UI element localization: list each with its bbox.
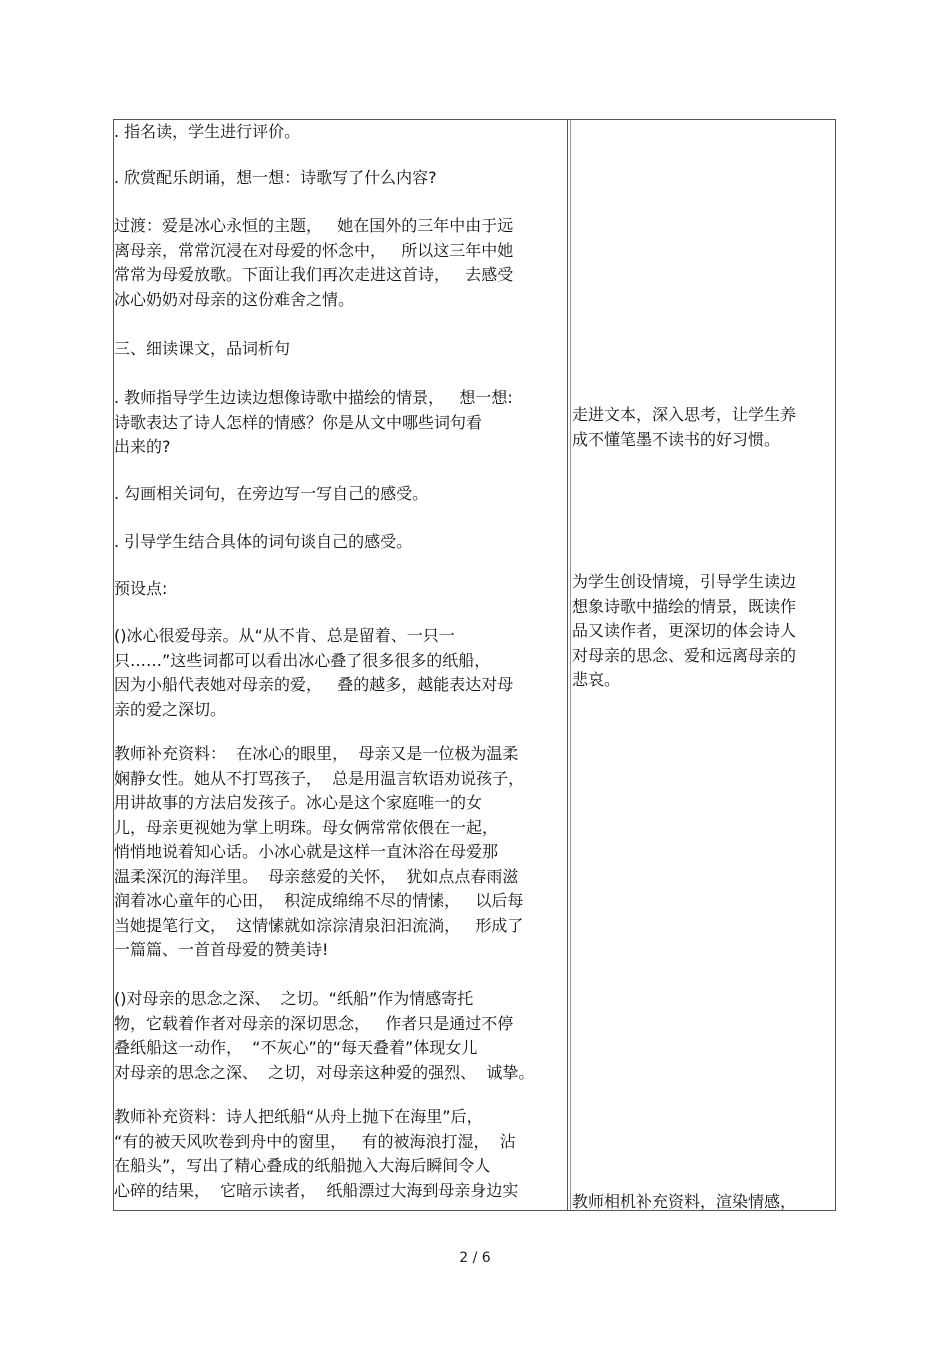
text-line: 教师相机补充资料，渲染情感，	[572, 1192, 797, 1210]
text-line: “有的被天风吹卷到舟中的窗里， 有的被海浪打湿， 沾	[114, 1131, 516, 1151]
text-line: . 勾画相关词句，在旁边写一写自己的感受。	[114, 484, 429, 503]
intent-note-3	[572, 1190, 796, 1210]
text-line: ()对母亲的思念之深、 之切。“纸船”作为情感寄托	[114, 989, 474, 1008]
text-line: 出来的?	[114, 437, 171, 456]
text-line: 只……”这些词都可以看出冰心叠了很多很多的纸船，	[114, 650, 491, 670]
text-line: ()冰心很爱母亲。从“从不肯、总是留着、一只一	[114, 626, 455, 645]
column-divider	[567, 120, 568, 1210]
page-number: 2 / 6	[459, 1250, 491, 1266]
text-line: 用讲故事的方法启发孩子。冰心是这个家庭唯一的女	[114, 793, 483, 812]
preset-point-1	[114, 624, 513, 722]
text-line: . 教师指导学生边读边想像诗歌中描绘的情景， 想一想:	[114, 388, 513, 407]
text-line: 当她提笔行文， 这情愫就如淙淙清泉汩汩流淌， 形成了	[114, 915, 524, 935]
text-line: 对母亲的思念、爱和远离母亲的	[572, 645, 797, 665]
text-line: 冰心奶奶对母亲的这份难舍之情。	[114, 289, 355, 309]
design-intent-column	[571, 120, 836, 1210]
step-mark-phrases	[114, 482, 428, 507]
text-line: 润着冰心童年的心田， 积淀成绵绵不尽的情愫， 以后每	[114, 891, 524, 910]
text-line: 对母亲的思念之深、 之切，对母亲这种爱的强烈、 诚挚。	[114, 1062, 535, 1082]
lesson-plan-table	[113, 119, 836, 1211]
text-line: 叠纸船这一动作， “不灰心”的“每天叠着”体现女儿	[114, 1038, 478, 1057]
text-line: 一篇篇、一首首母爱的赞美诗!	[114, 940, 329, 959]
preset-point-2	[114, 987, 534, 1085]
text-line: 教师补充资料：诗人把纸船“从舟上抛下在海里”后，	[114, 1107, 483, 1126]
text-line: 预设点:	[114, 579, 168, 598]
text-line: 品又读作者，更深切的体会诗人	[572, 621, 797, 640]
text-line: 教师补充资料： 在冰心的眼里， 母亲又是一位极为温柔	[114, 744, 519, 763]
text-line: . 引导学生结合具体的词句谈自己的感受。	[114, 532, 413, 551]
text-line: 娴静女性。她从不打骂孩子， 总是用温言软语劝说孩子，	[114, 768, 525, 788]
section-heading-3	[114, 337, 290, 362]
step-named-reading	[114, 120, 300, 145]
intent-note-1	[572, 403, 796, 452]
transition-paragraph	[114, 214, 513, 312]
text-line: 温柔深沉的海洋里。 母亲慈爱的关怀， 犹如点点春雨滋	[114, 866, 519, 886]
text-line: 为学生创设情境，引导学生读边	[572, 572, 797, 591]
text-line: 悲哀。	[572, 670, 621, 689]
text-line: 在船头”，写出了精心叠成的纸船抛入大海后瞬间令人	[114, 1156, 491, 1175]
text-line: 物，它载着作者对母亲的深切思念， 作者只是通过不停	[114, 1013, 514, 1033]
text-line: 想象诗歌中描绘的情景，既读作	[572, 596, 797, 616]
text-line: 过渡：爱是冰心永恒的主题， 她在国外的三年中由于远	[114, 216, 514, 235]
text-line: 离母亲，常常沉浸在对母爱的怀念中， 所以这三年中她	[114, 240, 514, 260]
text-line: 心碎的结果， 它暗示读者， 纸船漂过大海到母亲身边实	[114, 1180, 519, 1200]
supplementary-material-1	[114, 742, 524, 963]
supplementary-material-2	[114, 1105, 518, 1203]
teaching-steps-column	[114, 120, 566, 1210]
text-line: 亲的爱之深切。	[114, 699, 227, 719]
preset-points-label	[114, 577, 167, 602]
step-discuss-feelings	[114, 530, 412, 555]
text-line: . 指名读，学生进行评价。	[114, 122, 301, 141]
text-line: 三、细读课文，品词析句	[114, 339, 291, 358]
text-line: . 欣赏配乐朗诵，想一想：诗歌写了什么内容?	[114, 168, 437, 187]
step-music-recital	[114, 166, 437, 191]
text-line: 因为小船代表她对母亲的爱， 叠的越多，越能表达对母	[114, 675, 514, 694]
text-line: 走进文本，深入思考，让学生养	[572, 405, 797, 424]
text-line: 儿，母亲更视她为掌上明珠。母女俩常常依偎在一起，	[114, 817, 499, 837]
text-line: 成不懂笔墨不读书的好习惯。	[572, 429, 781, 449]
step-teacher-guidance	[114, 386, 513, 460]
intent-note-2	[572, 570, 796, 693]
text-line: 悄悄地说着知心话。小冰心就是这样一直沐浴在母爱那	[114, 842, 499, 861]
text-line: 诗歌表达了诗人怎样的情感？你是从文中哪些词句看	[114, 412, 483, 432]
text-line: 常常为母爱放歌。下面让我们再次走进这首诗， 去感受	[114, 265, 514, 284]
